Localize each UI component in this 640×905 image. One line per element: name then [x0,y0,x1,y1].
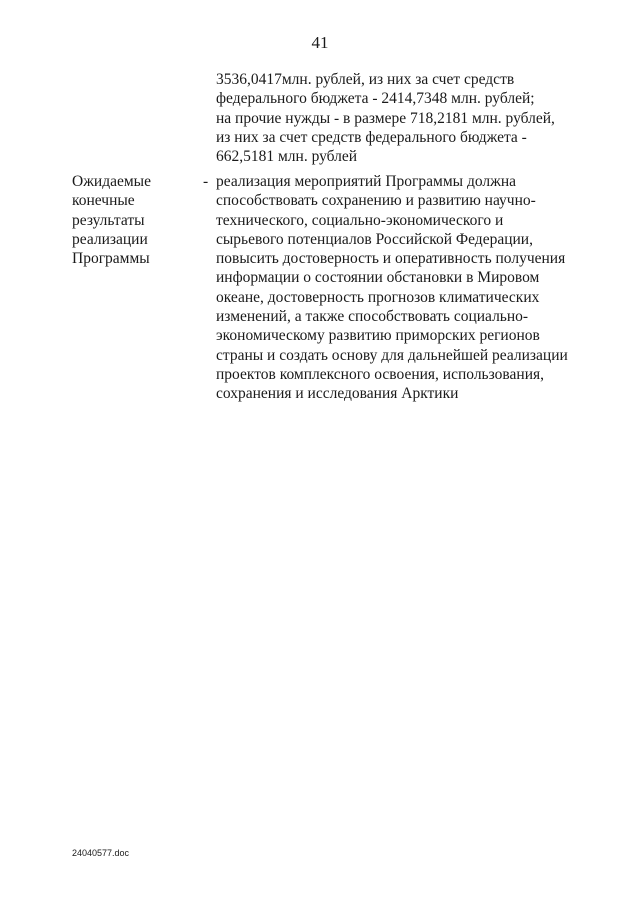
label-line: конечные [72,192,135,210]
financing-line: 3536,0417млн. рублей, из них за счет средств [216,71,515,88]
results-line: информации о состоянии обстановки в Мировом [216,269,540,287]
results-line: страны и создать основу для дальнейшей реализации [216,346,568,364]
results-line: проектов комплексного освоения, использования, [216,365,544,383]
label-line: результаты [72,211,145,229]
financing-line: из них за счет средств федерального бюджета - [216,128,527,146]
financing-line: 662,5181 млн. рублей [216,148,358,166]
financing-line: федерального бюджета - 2414,7348 млн. рублей; [216,90,535,108]
results-line: повысить достоверность и оперативность получения [216,250,566,268]
financing-text [216,70,555,166]
results-line: сохранения и исследования Арктики [216,385,459,403]
document-filename: 24040577.doc [72,848,130,858]
separator-dash: - [203,173,209,190]
results-line: способствовать сохранению и развитию научно- [216,192,536,210]
results-line: технического, социально-экономического и [216,211,504,229]
results-line: изменений, а также способствовать социально- [216,308,529,326]
financing-line: на прочие нужды - в размере 718,2181 млн. рублей, [216,109,555,127]
results-line: экономическому развитию приморских регионов [216,327,540,345]
label-line: Ожидаемые [72,173,151,190]
results-line: сырьевого потенциалов Российской Федерации, [216,230,533,248]
expected-results-text [216,172,568,404]
page-number: 41 [311,33,329,52]
results-line: реализация мероприятий Программы должна [216,173,516,190]
expected-results-label [72,172,151,268]
label-line: Программы [72,250,150,268]
results-line: океане, достоверность прогнозов климатических [216,288,540,306]
label-line: реализации [72,230,148,248]
